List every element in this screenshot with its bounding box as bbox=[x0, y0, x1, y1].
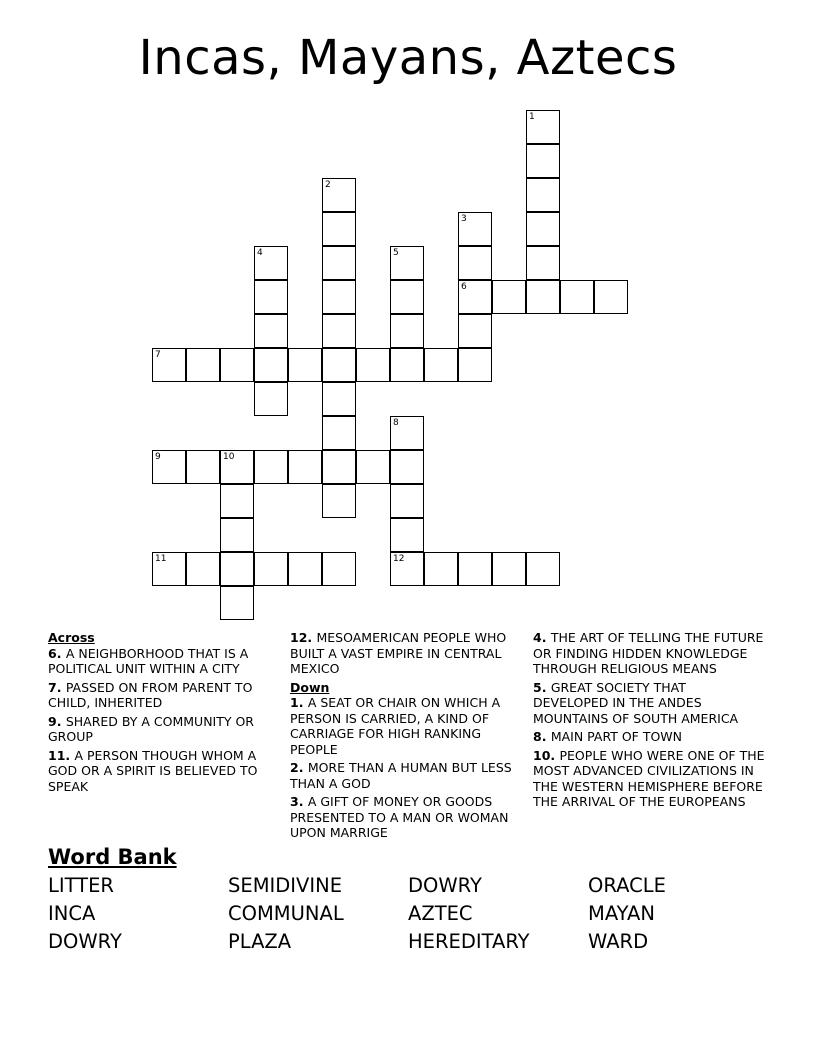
clue-number: 11 bbox=[155, 554, 167, 564]
clue-text: MORE THAN A HUMAN BUT LESS THAN A GOD bbox=[290, 760, 512, 791]
grid-cell[interactable] bbox=[152, 552, 186, 586]
clue bbox=[290, 630, 522, 677]
clue-number: 12 bbox=[393, 554, 405, 564]
grid-cell[interactable] bbox=[220, 518, 254, 552]
clue bbox=[290, 695, 522, 757]
grid-cell[interactable] bbox=[322, 552, 356, 586]
grid-cell[interactable] bbox=[526, 552, 560, 586]
grid-cell[interactable] bbox=[560, 280, 594, 314]
grid-cell[interactable] bbox=[526, 178, 560, 212]
word-bank-item: MAYAN bbox=[588, 902, 655, 925]
clue-text: MAIN PART OF TOWN bbox=[550, 729, 683, 744]
grid-cell[interactable] bbox=[186, 348, 220, 382]
word-bank-item: PLAZA bbox=[228, 930, 292, 953]
grid-cell[interactable] bbox=[526, 110, 560, 144]
grid-cell[interactable] bbox=[322, 280, 356, 314]
grid-cell[interactable] bbox=[220, 586, 254, 620]
grid-cell[interactable] bbox=[390, 246, 424, 280]
grid-cell[interactable] bbox=[424, 348, 458, 382]
grid-cell[interactable] bbox=[288, 450, 322, 484]
grid-cell[interactable] bbox=[322, 416, 356, 450]
clue bbox=[48, 680, 276, 711]
clue bbox=[533, 680, 765, 727]
word-bank-title: Word Bank bbox=[48, 845, 177, 869]
grid-cell[interactable] bbox=[254, 246, 288, 280]
grid-cell[interactable] bbox=[288, 348, 322, 382]
grid-cell[interactable] bbox=[390, 348, 424, 382]
clue-number: 10. bbox=[533, 747, 560, 763]
clue bbox=[48, 714, 276, 745]
grid-cell[interactable] bbox=[424, 552, 458, 586]
grid-cell[interactable] bbox=[322, 246, 356, 280]
grid-cell[interactable] bbox=[356, 348, 390, 382]
puzzle-title: Incas, Mayans, Aztecs bbox=[138, 30, 678, 86]
clue-number: 7 bbox=[155, 350, 161, 360]
clue-number: 3 bbox=[461, 214, 467, 224]
grid-cell[interactable] bbox=[390, 280, 424, 314]
clue-number: 9. bbox=[48, 713, 66, 729]
down-heading: Down bbox=[290, 679, 330, 695]
grid-cell[interactable] bbox=[390, 518, 424, 552]
grid-cell[interactable] bbox=[322, 212, 356, 246]
grid-cell[interactable] bbox=[322, 348, 356, 382]
clues-column-3 bbox=[533, 630, 765, 813]
grid-cell[interactable] bbox=[390, 314, 424, 348]
clue-number: 12. bbox=[290, 630, 317, 645]
grid-cell[interactable] bbox=[322, 382, 356, 416]
grid-cell[interactable] bbox=[458, 280, 492, 314]
grid-cell[interactable] bbox=[594, 280, 628, 314]
word-bank-item: COMMUNAL bbox=[228, 902, 344, 925]
grid-cell[interactable] bbox=[390, 416, 424, 450]
clue-number: 4 bbox=[257, 248, 263, 258]
clue-text: A GIFT OF MONEY OR GOODS PRESENTED TO A MAN OR WOMAN UPON MARRIGE bbox=[290, 794, 509, 840]
word-bank-item: DOWRY bbox=[48, 930, 122, 953]
clue-number: 5. bbox=[533, 679, 551, 695]
clue-number: 9 bbox=[155, 452, 161, 462]
clue-number: 6 bbox=[461, 282, 467, 292]
grid-cell[interactable] bbox=[322, 450, 356, 484]
grid-cell[interactable] bbox=[254, 382, 288, 416]
clue bbox=[533, 748, 765, 810]
clue-number: 7. bbox=[48, 679, 66, 695]
clues-column-2 bbox=[290, 630, 522, 844]
grid-cell[interactable] bbox=[152, 348, 186, 382]
clue-number: 10 bbox=[223, 452, 235, 462]
clue-text: A SEAT OR CHAIR ON WHICH A PERSON IS CARRIED, A KIND OF CARRIAGE FOR HIGH RANKING PEOPLE bbox=[290, 695, 501, 757]
grid-cell[interactable] bbox=[322, 314, 356, 348]
grid-cell[interactable] bbox=[458, 246, 492, 280]
clue-text: SHARED BY A COMMUNITY OR GROUP bbox=[48, 713, 254, 744]
grid-cell[interactable] bbox=[458, 552, 492, 586]
grid-cell[interactable] bbox=[526, 212, 560, 246]
grid-cell[interactable] bbox=[390, 484, 424, 518]
clue bbox=[533, 630, 765, 677]
grid-cell[interactable] bbox=[526, 144, 560, 178]
word-bank-item: SEMIDIVINE bbox=[228, 874, 343, 897]
grid-cell[interactable] bbox=[186, 450, 220, 484]
grid-cell[interactable] bbox=[254, 314, 288, 348]
clue-text: THE ART OF TELLING THE FUTURE OR FINDING HIDDEN KNOWLEDGE THROUGH RELIGIOUS MEANS bbox=[533, 630, 764, 676]
grid-cell[interactable] bbox=[220, 484, 254, 518]
clue bbox=[533, 729, 765, 745]
clue-number: 11. bbox=[48, 747, 75, 763]
grid-cell[interactable] bbox=[492, 280, 526, 314]
grid-cell[interactable] bbox=[186, 552, 220, 586]
grid-cell[interactable] bbox=[458, 348, 492, 382]
word-bank-item: INCA bbox=[48, 902, 96, 925]
grid-cell[interactable] bbox=[458, 212, 492, 246]
clue bbox=[290, 794, 522, 841]
clues-column-1 bbox=[48, 630, 276, 797]
clue-number: 8 bbox=[393, 418, 399, 428]
word-bank-item: AZTEC bbox=[408, 902, 473, 925]
clue bbox=[48, 646, 276, 677]
grid-cell[interactable] bbox=[322, 178, 356, 212]
clue-text: A NEIGHBORHOOD THAT IS A POLITICAL UNIT WITHIN A CITY bbox=[48, 645, 249, 676]
clue-number: 8. bbox=[533, 729, 551, 744]
word-bank-item: WARD bbox=[588, 930, 649, 953]
grid-cell[interactable] bbox=[458, 314, 492, 348]
grid-cell[interactable] bbox=[254, 348, 288, 382]
grid-cell[interactable] bbox=[322, 484, 356, 518]
clue-text: GREAT SOCIETY THAT DEVELOPED IN THE ANDES MOUNTAINS OF SOUTH AMERICA bbox=[533, 679, 739, 726]
clue-text: MESOAMERICAN PEOPLE WHO BUILT A VAST EMPIRE IN CENTRAL MEXICO bbox=[290, 630, 507, 676]
word-bank-item: DOWRY bbox=[408, 874, 482, 897]
grid-cell[interactable] bbox=[254, 450, 288, 484]
grid-cell[interactable] bbox=[254, 552, 288, 586]
grid-cell[interactable] bbox=[526, 280, 560, 314]
clue-number: 1 bbox=[529, 112, 535, 122]
clue-number: 4. bbox=[533, 630, 551, 645]
word-bank-item: ORACLE bbox=[588, 874, 666, 897]
grid-cell[interactable] bbox=[152, 450, 186, 484]
grid-cell[interactable] bbox=[220, 348, 254, 382]
grid-cell[interactable] bbox=[492, 552, 526, 586]
clue-number: 1. bbox=[290, 695, 308, 710]
grid-cell[interactable] bbox=[356, 450, 390, 484]
clue-number: 6. bbox=[48, 645, 66, 661]
across-heading: Across bbox=[48, 630, 95, 645]
clue-number: 3. bbox=[290, 794, 308, 809]
clue-text: A PERSON THOUGH WHOM A GOD OR A SPIRIT IS BELIEVED TO SPEAK bbox=[48, 747, 258, 794]
grid-cell[interactable] bbox=[288, 552, 322, 586]
clue-text: PEOPLE WHO WERE ONE OF THE MOST ADVANCED CIVILIZATIONS IN THE WESTERN HEMISPHERE BEFORE THE ARRIVAL OF THE EUROPEANS bbox=[533, 747, 765, 809]
word-bank-item: HEREDITARY bbox=[408, 930, 530, 953]
grid-cell[interactable] bbox=[526, 246, 560, 280]
clue-number: 2. bbox=[290, 760, 308, 775]
clue-text: PASSED ON FROM PARENT TO CHILD, INHERITED bbox=[48, 679, 253, 710]
clue-number: 5 bbox=[393, 248, 399, 258]
clue bbox=[48, 748, 276, 795]
grid-cell[interactable] bbox=[220, 552, 254, 586]
grid-cell[interactable] bbox=[220, 450, 254, 484]
word-bank-item: LITTER bbox=[48, 874, 114, 897]
grid-cell[interactable] bbox=[390, 450, 424, 484]
clue bbox=[290, 760, 522, 791]
clue-number: 2 bbox=[325, 180, 331, 190]
grid-cell[interactable] bbox=[390, 552, 424, 586]
grid-cell[interactable] bbox=[254, 280, 288, 314]
